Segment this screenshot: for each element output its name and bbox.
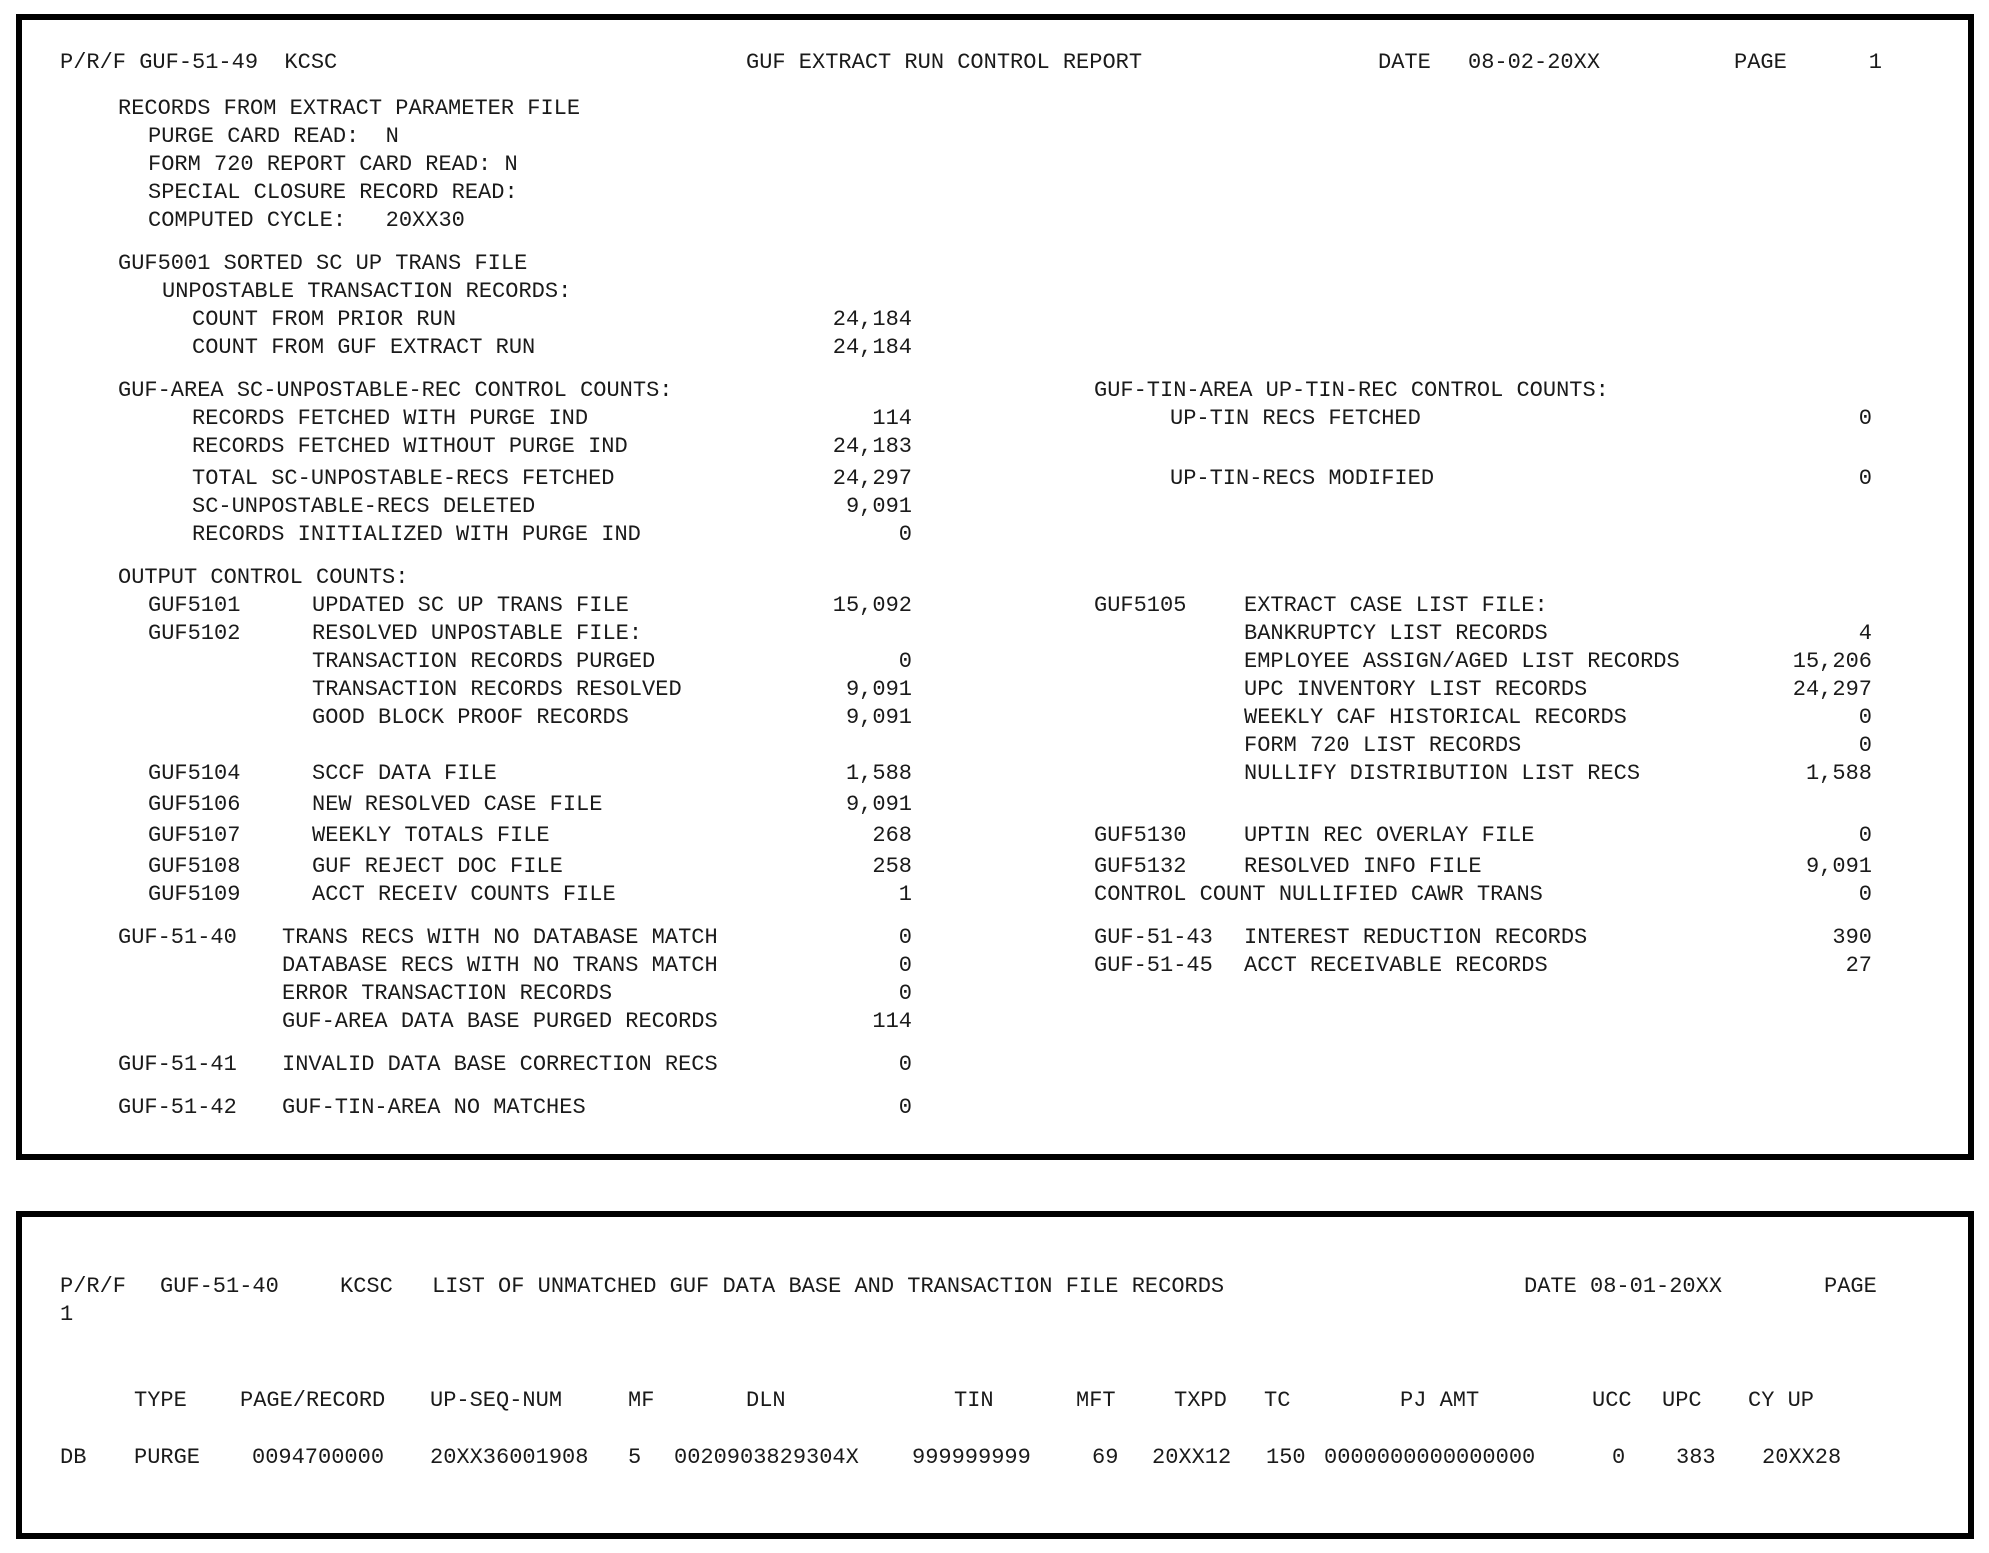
count-value: 0 <box>898 1095 912 1120</box>
count-label: CONTROL COUNT NULLIFIED CAWR TRANS <box>1094 882 1543 907</box>
count-value: 9,091 <box>845 705 912 730</box>
count-value: 0 <box>898 981 912 1006</box>
column-header: MF <box>628 1388 655 1413</box>
table-cell: PURGE <box>134 1445 201 1470</box>
table-cell: 20XX12 <box>1152 1445 1232 1470</box>
count-value: 24,184 <box>832 307 912 332</box>
count-value: 0 <box>1858 882 1872 907</box>
unmatched-records-panel <box>16 1211 1974 1539</box>
column-header: PJ AMT <box>1400 1388 1480 1413</box>
count-label: WEEKLY TOTALS FILE <box>312 823 550 848</box>
count-value: 24,297 <box>1792 677 1872 702</box>
report-title: GUF EXTRACT RUN CONTROL REPORT <box>746 50 1143 75</box>
column-header: UP-SEQ-NUM <box>430 1388 563 1413</box>
count-label: SC-UNPOSTABLE-RECS DELETED <box>192 494 536 519</box>
report-date: DATE 08-01-20XX <box>1524 1274 1723 1299</box>
file-code: GUF5108 <box>148 854 241 879</box>
guf5001-heading: GUF5001 SORTED SC UP TRANS FILE <box>118 251 528 276</box>
column-header: UPC <box>1662 1388 1702 1413</box>
count-value: 9,091 <box>1805 854 1872 879</box>
table-cell: 69 <box>1092 1445 1119 1470</box>
count-label: GUF-TIN-AREA NO MATCHES <box>282 1095 586 1120</box>
column-header: TYPE <box>134 1388 187 1413</box>
column-header: UCC <box>1592 1388 1632 1413</box>
count-value: 114 <box>872 406 912 431</box>
param-line: PURGE CARD READ: N <box>148 124 399 149</box>
count-value: 114 <box>872 1009 912 1034</box>
file-code: GUF5105 <box>1094 593 1187 618</box>
count-label: RECORDS FETCHED WITH PURGE IND <box>192 406 589 431</box>
count-label: FORM 720 LIST RECORDS <box>1244 733 1522 758</box>
count-value: 4 <box>1858 621 1872 646</box>
column-header: TIN <box>954 1388 994 1413</box>
count-label: UPDATED SC UP TRANS FILE <box>312 593 629 618</box>
report-prf: P/R/F <box>60 1274 127 1299</box>
file-code: GUF-51-45 <box>1094 953 1213 978</box>
column-header: TC <box>1264 1388 1291 1413</box>
output-heading: OUTPUT CONTROL COUNTS: <box>118 565 409 590</box>
count-label: TRANSACTION RECORDS PURGED <box>312 649 656 674</box>
count-value: 1 <box>898 882 912 907</box>
param-line: SPECIAL CLOSURE RECORD READ: <box>148 180 518 205</box>
file-code: GUF5102 <box>148 621 241 646</box>
count-value: 27 <box>1845 953 1872 978</box>
report-date: 08-02-20XX <box>1468 50 1601 75</box>
table-cell: DB <box>60 1445 87 1470</box>
count-label: TRANSACTION RECORDS RESOLVED <box>312 677 682 702</box>
column-header: TXPD <box>1174 1388 1227 1413</box>
file-code: GUF5106 <box>148 792 241 817</box>
count-value: 9,091 <box>845 677 912 702</box>
guf5001-subheading: UNPOSTABLE TRANSACTION RECORDS: <box>162 279 572 304</box>
file-code: GUF5107 <box>148 823 241 848</box>
count-value: 0 <box>1858 705 1872 730</box>
count-label: EXTRACT CASE LIST FILE: <box>1244 593 1548 618</box>
count-label: EMPLOYEE ASSIGN/AGED LIST RECORDS <box>1244 649 1680 674</box>
count-label: TRANS RECS WITH NO DATABASE MATCH <box>282 925 718 950</box>
page-label: PAGE <box>1824 1274 1877 1299</box>
count-label: UP-TIN RECS FETCHED <box>1170 406 1421 431</box>
count-label: INVALID DATA BASE CORRECTION RECS <box>282 1052 718 1077</box>
count-value: 0 <box>898 649 912 674</box>
count-label: UP-TIN-RECS MODIFIED <box>1170 466 1435 491</box>
count-value: 0 <box>1858 733 1872 758</box>
file-code: GUF5132 <box>1094 854 1187 879</box>
count-value: 1,588 <box>845 761 912 786</box>
count-label: ACCT RECEIV COUNTS FILE <box>312 882 616 907</box>
count-label: WEEKLY CAF HISTORICAL RECORDS <box>1244 705 1627 730</box>
file-code: GUF5104 <box>148 761 241 786</box>
file-code: GUF-51-41 <box>118 1052 237 1077</box>
column-header: CY UP <box>1748 1388 1815 1413</box>
count-label: RECORDS INITIALIZED WITH PURGE IND <box>192 522 641 547</box>
count-value: 1,588 <box>1805 761 1872 786</box>
count-label: RESOLVED INFO FILE <box>1244 854 1482 879</box>
count-label: NEW RESOLVED CASE FILE <box>312 792 603 817</box>
count-label: ACCT RECEIVABLE RECORDS <box>1244 953 1548 978</box>
table-cell: 0020903829304X <box>674 1445 859 1470</box>
column-header: DLN <box>746 1388 786 1413</box>
table-cell: 20XX36001908 <box>430 1445 589 1470</box>
count-label: BANKRUPTCY LIST RECORDS <box>1244 621 1548 646</box>
file-code: GUF5109 <box>148 882 241 907</box>
count-label: UPC INVENTORY LIST RECORDS <box>1244 677 1588 702</box>
count-value: 0 <box>1858 406 1872 431</box>
count-value: 0 <box>898 522 912 547</box>
count-label: GOOD BLOCK PROOF RECORDS <box>312 705 629 730</box>
report-site: KCSC <box>340 1274 393 1299</box>
table-cell: 0094700000 <box>252 1445 385 1470</box>
count-label: RECORDS FETCHED WITHOUT PURGE IND <box>192 434 628 459</box>
count-value: 24,297 <box>832 466 912 491</box>
count-label: TOTAL SC-UNPOSTABLE-RECS FETCHED <box>192 466 615 491</box>
param-file-heading: RECORDS FROM EXTRACT PARAMETER FILE <box>118 96 581 121</box>
page-label: PAGE <box>1734 50 1787 75</box>
sc-counts-heading: GUF-AREA SC-UNPOSTABLE-REC CONTROL COUNTS: <box>118 378 673 403</box>
count-value: 268 <box>872 823 912 848</box>
count-value: 24,183 <box>832 434 912 459</box>
column-header: PAGE/RECORD <box>240 1388 386 1413</box>
count-label: GUF REJECT DOC FILE <box>312 854 563 879</box>
count-value: 258 <box>872 854 912 879</box>
column-header: MFT <box>1076 1388 1116 1413</box>
count-value: 15,206 <box>1792 649 1872 674</box>
table-cell: 20XX28 <box>1762 1445 1842 1470</box>
file-code: GUF-51-42 <box>118 1095 237 1120</box>
count-label: GUF-AREA DATA BASE PURGED RECORDS <box>282 1009 718 1034</box>
count-value: 0 <box>898 925 912 950</box>
count-label: NULLIFY DISTRIBUTION LIST RECS <box>1244 761 1641 786</box>
tin-counts-heading: GUF-TIN-AREA UP-TIN-REC CONTROL COUNTS: <box>1094 378 1609 403</box>
count-label: UPTIN REC OVERLAY FILE <box>1244 823 1535 848</box>
count-label: COUNT FROM GUF EXTRACT RUN <box>192 335 536 360</box>
page-number: 1 <box>1868 50 1882 75</box>
count-value: 0 <box>898 953 912 978</box>
file-code: GUF5130 <box>1094 823 1187 848</box>
file-code: GUF-51-40 <box>118 925 237 950</box>
count-value: 0 <box>1858 466 1872 491</box>
count-value: 0 <box>898 1052 912 1077</box>
table-cell: 0 <box>1612 1445 1626 1470</box>
count-value: 390 <box>1832 925 1872 950</box>
table-cell: 999999999 <box>912 1445 1031 1470</box>
count-label: SCCF DATA FILE <box>312 761 497 786</box>
run-control-report-panel <box>16 14 1974 1160</box>
table-cell: 5 <box>628 1445 642 1470</box>
count-label: ERROR TRANSACTION RECORDS <box>282 981 613 1006</box>
param-line: FORM 720 REPORT CARD READ: N <box>148 152 518 177</box>
count-value: 0 <box>1858 823 1872 848</box>
report-id: P/R/F GUF-51-49 KCSC <box>60 50 338 75</box>
file-code: GUF5101 <box>148 593 241 618</box>
report-code: GUF-51-40 <box>160 1274 279 1299</box>
count-label: INTEREST REDUCTION RECORDS <box>1244 925 1588 950</box>
report-title: LIST OF UNMATCHED GUF DATA BASE AND TRANSACTION FILE RECORDS <box>432 1274 1225 1299</box>
param-line: COMPUTED CYCLE: 20XX30 <box>148 208 465 233</box>
file-code: GUF-51-43 <box>1094 925 1213 950</box>
count-label: RESOLVED UNPOSTABLE FILE: <box>312 621 643 646</box>
date-label: DATE <box>1378 50 1431 75</box>
count-value: 9,091 <box>845 792 912 817</box>
count-value: 24,184 <box>832 335 912 360</box>
table-cell: 383 <box>1676 1445 1716 1470</box>
page-number: 1 <box>60 1302 74 1327</box>
count-label: COUNT FROM PRIOR RUN <box>192 307 457 332</box>
table-cell: 0000000000000000 <box>1324 1445 1536 1470</box>
count-value: 15,092 <box>832 593 912 618</box>
count-label: DATABASE RECS WITH NO TRANS MATCH <box>282 953 718 978</box>
table-cell: 150 <box>1266 1445 1306 1470</box>
count-value: 9,091 <box>845 494 912 519</box>
